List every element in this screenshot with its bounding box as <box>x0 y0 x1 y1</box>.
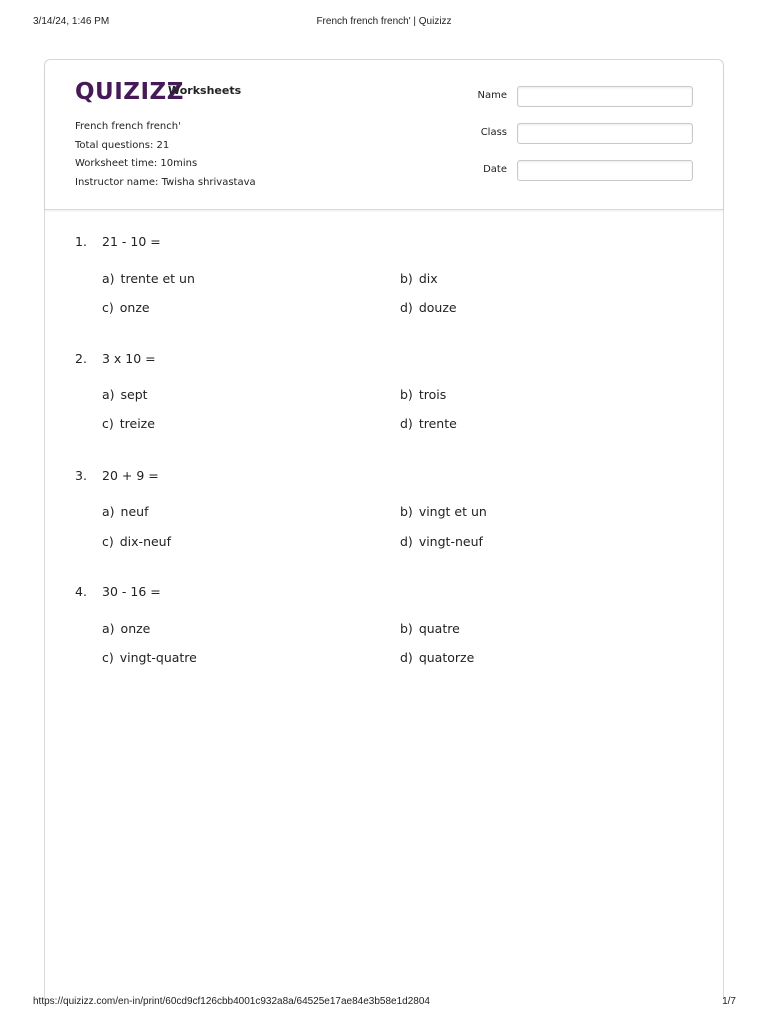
option-text: sept <box>120 387 148 402</box>
instructor-name: Instructor name: Twisha shrivastava <box>75 176 256 188</box>
print-header <box>0 16 768 30</box>
option-c <box>102 650 197 665</box>
option-text: neuf <box>120 504 149 519</box>
option-d <box>400 300 457 315</box>
worksheet-info <box>75 118 256 192</box>
option-text: trente <box>418 416 457 431</box>
option-b <box>400 271 438 286</box>
worksheet-header <box>45 60 723 210</box>
option-letter: b) <box>400 387 413 402</box>
question-text: 21 - 10 = <box>102 234 161 249</box>
print-url: https://quizizz.com/en-in/print/60cd9cf126cbb4001c932a8a/64525e17ae84e3b58e1d2804 <box>33 996 430 1007</box>
option-text: vingt-neuf <box>418 534 483 549</box>
option-letter: b) <box>400 271 413 286</box>
option-letter: a) <box>102 621 115 636</box>
option-c <box>102 300 150 315</box>
question-number: 3. <box>75 468 87 483</box>
option-d <box>400 650 474 665</box>
option-letter: a) <box>102 271 115 286</box>
option-text: quatre <box>418 621 460 636</box>
worksheet-sheet <box>44 59 724 999</box>
option-text: vingt et un <box>418 504 487 519</box>
option-letter: d) <box>400 416 413 431</box>
option-letter: d) <box>400 534 413 549</box>
option-text: dix-neuf <box>119 534 172 549</box>
option-text: onze <box>119 300 150 315</box>
page-number: 1/7 <box>722 996 736 1007</box>
worksheet-time: Worksheet time: 10mins <box>75 158 198 169</box>
class-label: Class <box>480 127 507 138</box>
question-number: 1. <box>75 234 87 249</box>
worksheet-title: French french french' <box>75 121 181 132</box>
option-letter: b) <box>400 504 413 519</box>
option-letter: c) <box>102 534 114 549</box>
date-label: Date <box>483 164 507 175</box>
print-title: French french french' | Quizizz <box>316 16 452 27</box>
option-a <box>102 504 148 519</box>
logo-wordmark: QUIZIZZ <box>75 79 184 105</box>
logo-subtitle: Worksheets <box>168 84 242 97</box>
option-text: treize <box>119 416 155 431</box>
option-text: dix <box>418 271 438 286</box>
option-text: quatorze <box>418 650 475 665</box>
question-text: 20 + 9 = <box>102 468 159 483</box>
option-letter: d) <box>400 300 413 315</box>
option-b <box>400 621 460 636</box>
option-c <box>102 534 171 549</box>
date-field[interactable] <box>517 160 693 181</box>
option-a <box>102 271 195 286</box>
name-label: Name <box>477 90 507 101</box>
option-text: onze <box>120 621 151 636</box>
option-c <box>102 416 155 431</box>
option-b <box>400 504 487 519</box>
option-d <box>400 534 483 549</box>
option-text: trente et un <box>120 271 195 286</box>
option-letter: d) <box>400 650 413 665</box>
name-field[interactable] <box>517 86 693 107</box>
option-d <box>400 416 457 431</box>
option-text: douze <box>418 300 457 315</box>
option-text: trois <box>418 387 447 402</box>
option-text: vingt-quatre <box>119 650 197 665</box>
print-date: 3/14/24, 1:46 PM <box>33 16 110 27</box>
question-text: 3 x 10 = <box>102 351 156 366</box>
option-a <box>102 387 148 402</box>
option-letter: a) <box>102 387 115 402</box>
print-footer <box>0 996 768 1010</box>
option-letter: b) <box>400 621 413 636</box>
question-number: 4. <box>75 584 87 599</box>
option-letter: c) <box>102 416 114 431</box>
total-questions: Total questions: 21 <box>75 139 170 151</box>
option-a <box>102 621 150 636</box>
class-field[interactable] <box>517 123 693 144</box>
option-b <box>400 387 446 402</box>
option-letter: c) <box>102 300 114 315</box>
question-number: 2. <box>75 351 87 366</box>
option-letter: c) <box>102 650 114 665</box>
question-text: 30 - 16 = <box>102 584 161 599</box>
option-letter: a) <box>102 504 115 519</box>
